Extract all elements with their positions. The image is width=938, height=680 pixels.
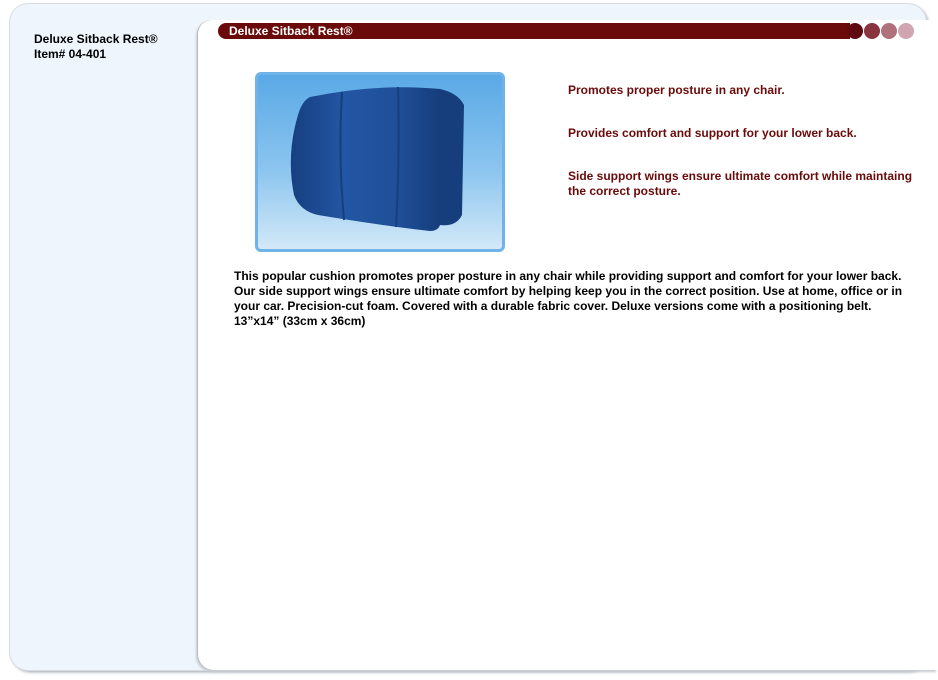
header-bar: [218, 23, 850, 39]
header-dots: [847, 23, 914, 39]
header-dot-4: [898, 23, 914, 39]
cushion-body: [291, 87, 443, 231]
page-title: Deluxe Sitback Rest®: [229, 24, 353, 38]
sidebar-product-name: Deluxe Sitback Rest®: [34, 32, 158, 46]
sidebar-item-number: Item# 04-401: [34, 47, 107, 61]
cushion-side: [440, 89, 464, 225]
feature-3: Side support wings ensure ultimate comfort while maintaing the correct posture.: [568, 169, 913, 198]
header-dot-3: [881, 23, 897, 39]
lumbar-cushion-image: [258, 75, 502, 249]
sidebar-product-info: [34, 32, 158, 62]
feature-2: Provides comfort and support for your lower back.: [568, 126, 857, 140]
feature-1: Promotes proper posture in any chair.: [568, 83, 785, 97]
product-image: [255, 72, 505, 252]
product-description: This popular cushion promotes proper posture in any chair while providing support and comfort for your lower back. Our side support wings ensure ultimate comfort by helping keep you in the correct position. Use at home, office or in your car. Precision-cut foam. Covered with a durable fabric cover. Deluxe versions come with a positioning belt. 13”x14” (33cm x 36cm): [234, 269, 903, 328]
header-dot-2: [864, 23, 880, 39]
header-dot-1: [847, 23, 863, 39]
